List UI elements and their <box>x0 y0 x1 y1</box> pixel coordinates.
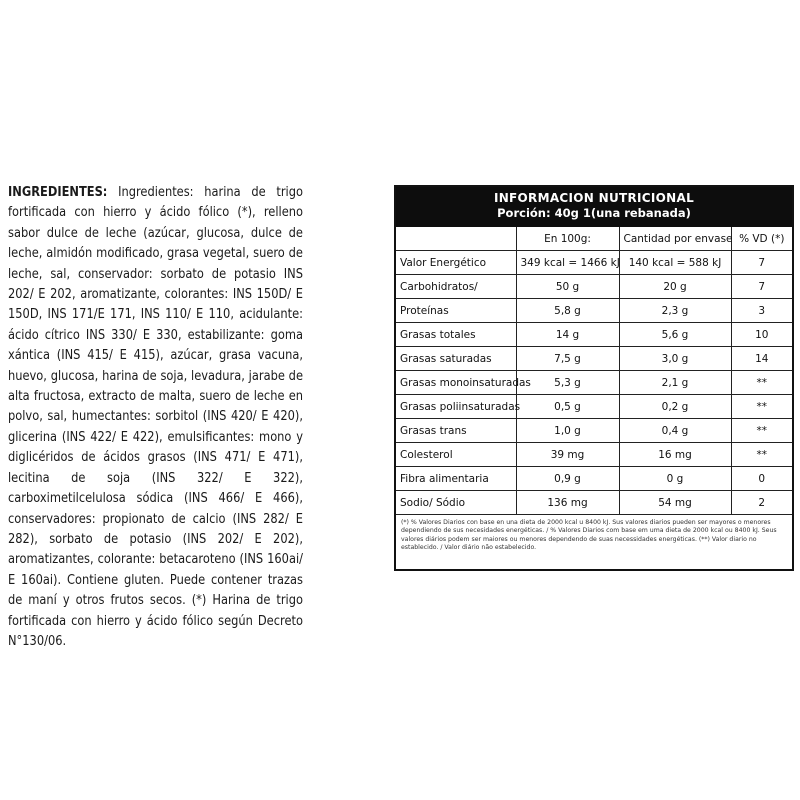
header-per-serving: Cantidad por envase <box>619 227 731 251</box>
nutrient-name: Sodio/ Sódio <box>396 491 516 515</box>
nutrition-row <box>396 347 792 371</box>
amount-per-serving: 140 kcal = 588 kJ <box>619 251 731 275</box>
ingredients-text: Ingredientes: harina de trigo fortificada con hierro y ácido fólico (*), relleno sabor dulce de leche (azúcar, glucosa, dulce de leche, almidón modificado, grasa vegetal, suero de leche, sal, conservador: sorbato de potasio INS 202/ E 202, aromatizante, colorantes: INS 150D/ E 150D, INS 171/E 171, INS 110/ E 110, acidulante: ácido cítrico INS 330/ E 330, estabilizante: goma xántica (INS 415/ E 415), azúcar, grasa vacuna, huevo, glucosa, harina de soja, levadura, jarabe de alta fructosa, extracto de malta, suero de leche en polvo, sal, humectantes: sorbitol (INS 420/ E 420), glicerina (INS 422/ E 422), emulsificantes: mono y diglicéridos de ácidos grasos (INS 471/ E 471), lecitina de soja (INS 322/ E 322), carboximetilcelulosa sódica (INS 466/ E 466), conservadores: propionato de calcio (INS 282/ E 282), sorbato de potasio (INS 202/ E 202), aromatizantes, colorante: betacaroteno (INS 160ai/ E 160ai). Contiene gluten. Puede contener trazas de maní y otros frutos secos. (*) Harina de trigo fortificada con hierro y ácido fólico según Decreto N°130/06. <box>8 185 303 649</box>
amount-per-serving: 2,1 g <box>619 371 731 395</box>
nutrient-name: Grasas poliinsaturadas <box>396 395 516 419</box>
nutrition-title: INFORMACION NUTRICIONAL <box>493 191 695 205</box>
daily-value: 14 <box>731 347 792 371</box>
nutrition-row <box>396 323 792 347</box>
nutrition-row <box>396 419 792 443</box>
daily-value: ** <box>731 371 792 395</box>
nutrition-row <box>396 251 792 275</box>
nutrition-header <box>396 187 792 227</box>
daily-value: 0 <box>731 467 792 491</box>
amount-per-100g: 7,5 g <box>516 347 619 371</box>
nutrient-name: Valor Energético <box>396 251 516 275</box>
daily-value: ** <box>731 443 792 467</box>
nutrient-name: Carbohidratos/ <box>396 275 516 299</box>
amount-per-serving: 54 mg <box>619 491 731 515</box>
amount-per-serving: 0 g <box>619 467 731 491</box>
nutrition-row <box>396 299 792 323</box>
amount-per-100g: 0,5 g <box>516 395 619 419</box>
nutrition-row <box>396 395 792 419</box>
amount-per-100g: 136 mg <box>516 491 619 515</box>
amount-per-serving: 0,2 g <box>619 395 731 419</box>
amount-per-serving: 20 g <box>619 275 731 299</box>
nutrition-header-row <box>396 227 792 251</box>
amount-per-100g: 39 mg <box>516 443 619 467</box>
amount-per-100g: 1,0 g <box>516 419 619 443</box>
nutrient-name: Proteínas <box>396 299 516 323</box>
daily-value: ** <box>731 395 792 419</box>
ingredients-block <box>8 183 303 652</box>
nutrition-row <box>396 467 792 491</box>
daily-value: ** <box>731 419 792 443</box>
nutrition-row <box>396 275 792 299</box>
nutrition-row <box>396 443 792 467</box>
header-daily-value: % VD (*) <box>731 227 792 251</box>
header-per-100g: En 100g: <box>516 227 619 251</box>
amount-per-100g: 5,8 g <box>516 299 619 323</box>
nutrient-name: Grasas monoinsaturadas <box>396 371 516 395</box>
amount-per-100g: 5,3 g <box>516 371 619 395</box>
nutrient-name: Grasas saturadas <box>396 347 516 371</box>
nutrition-table <box>396 227 792 515</box>
portion-size: Porción: 40g 1(una rebanada) <box>497 206 691 220</box>
amount-per-100g: 349 kcal = 1466 kJ <box>516 251 619 275</box>
daily-value: 10 <box>731 323 792 347</box>
nutrition-row <box>396 491 792 515</box>
amount-per-100g: 14 g <box>516 323 619 347</box>
amount-per-serving: 3,0 g <box>619 347 731 371</box>
amount-per-serving: 5,6 g <box>619 323 731 347</box>
nutrition-facts-panel <box>394 185 794 571</box>
amount-per-serving: 2,3 g <box>619 299 731 323</box>
amount-per-serving: 0,4 g <box>619 419 731 443</box>
amount-per-serving: 16 mg <box>619 443 731 467</box>
nutrient-name: Colesterol <box>396 443 516 467</box>
daily-value: 2 <box>731 491 792 515</box>
nutrient-name: Grasas totales <box>396 323 516 347</box>
daily-value: 7 <box>731 251 792 275</box>
nutrient-name: Fibra alimentaria <box>396 467 516 491</box>
daily-value: 3 <box>731 299 792 323</box>
daily-value: 7 <box>731 275 792 299</box>
nutrition-footnote: (*) % Valores Diarios con base en una dieta de 2000 kcal u 8400 kJ. Sus valores diarios pueden ser mayores o menores dependiendo de sus necesidades energéticas. / % Valores Diarios com base em uma dieta de 2000 kcal ou 8400 kJ. Seus valores diários podem ser maiores ou menores dependendo de suas necessidades energéticas. (**) Valor diario no establecido. / Valor diário não estabelecido. <box>401 519 777 551</box>
nutrition-row <box>396 371 792 395</box>
nutrient-name: Grasas trans <box>396 419 516 443</box>
amount-per-100g: 50 g <box>516 275 619 299</box>
ingredients-heading: INGREDIENTES: <box>8 185 108 200</box>
amount-per-100g: 0,9 g <box>516 467 619 491</box>
header-nutrient <box>396 227 516 251</box>
